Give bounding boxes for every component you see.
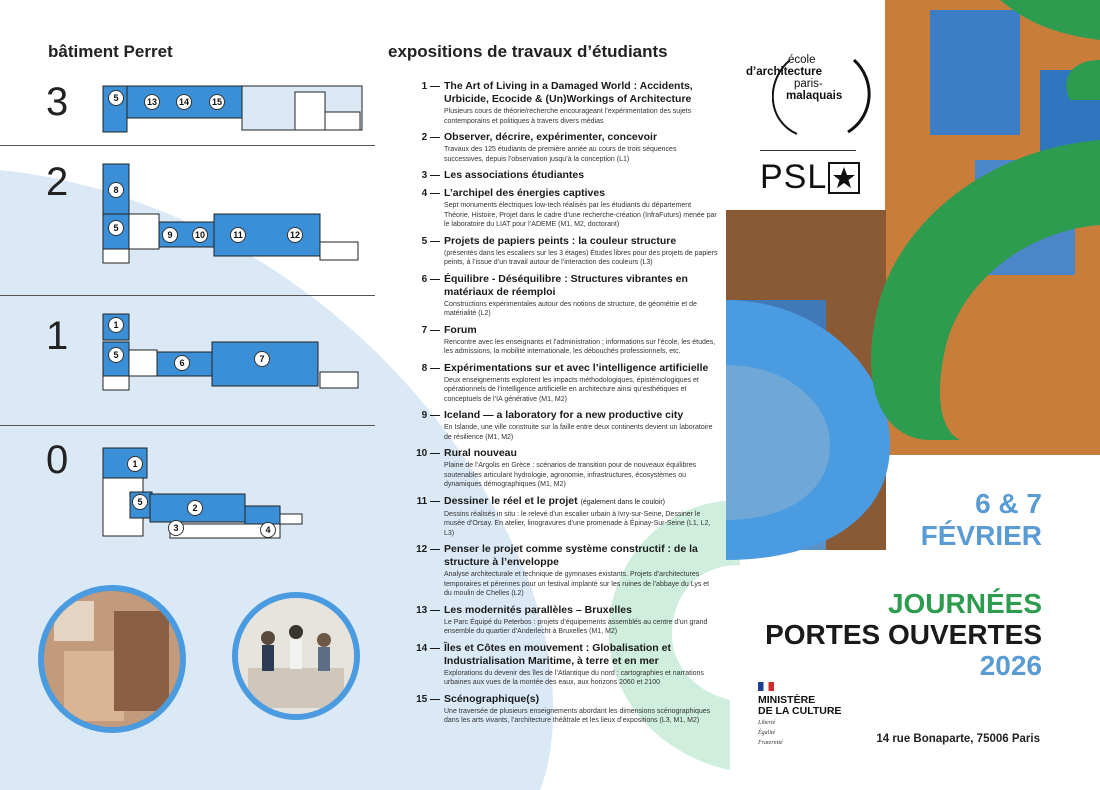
room-marker: 3 <box>168 520 184 536</box>
exhibition-item <box>400 447 718 490</box>
exhibition-number: 2 — <box>400 131 444 164</box>
floor-number: 2 <box>46 160 69 204</box>
exhibition-title: Penser le projet comme système constructif : de la structure à l’enveloppe <box>444 543 698 568</box>
building-title: bâtiment Perret <box>48 42 173 61</box>
room-marker: 10 <box>192 227 208 243</box>
exhibition-description: Une traversée de plusieurs enseignements abordant les dimensions scénographiques dans les arts vivants, l’architecture théâtrale et les lieux d’expositions (L3, M1, M2) <box>444 707 711 724</box>
exhibition-number: 4 — <box>400 187 444 230</box>
exhibitions-title: expositions de travaux d’étudiants <box>388 42 668 61</box>
exhibition-description: Plaine de l’Argolis en Grèce : scénarios de transition pour de nouveaux équilibres soutenables articulant hydrologie, agronomie, infrastructures, écosystèmes ou dynamiques démographiques (M1, M2) <box>444 462 697 488</box>
exhibition-description: Deux enseignements explorent les impacts méthodologiques, épistémologiques et opérationnels de l’intelligence artificielle en architecture ainsi qu’esthétiques et conceptuels de l’IA générative (M1, M2) <box>444 376 699 403</box>
ministry-motto: Égalité <box>758 730 776 736</box>
room-marker: 15 <box>209 94 225 110</box>
exhibition-description: Dessins réalisés in situ : le relevé d’un escalier urbain à Ivry-sur-Seine, Dessiner le musée d’Orsay. En atelier, linogravures d’une promenade à Épinay-Sur-Seine (L1, L2, L3) <box>444 510 711 537</box>
exhibition-description: Plusieurs cours de théorie/recherche encourageant l’expérimentation des sujets contemporains et politiques à travers divers médias <box>444 108 692 125</box>
room-marker: 5 <box>108 220 124 236</box>
floor-divider <box>0 425 375 426</box>
floor-divider <box>0 145 375 146</box>
room-marker: 11 <box>230 227 246 243</box>
floor-number: 3 <box>46 80 69 124</box>
exhibition-number: 9 — <box>400 409 444 442</box>
floor-plan-1 <box>100 312 365 392</box>
exhibition-description: (présentés dans les escaliers sur les 3 étages) Études libres pour des projets de papiers peints, à l’issue d’un travail autour de l’interaction des couleurs (L3) <box>444 249 718 266</box>
ministry-name: MINISTÈRE <box>758 694 816 706</box>
exhibition-item <box>400 131 718 164</box>
room-marker: 9 <box>162 227 178 243</box>
room-marker: 8 <box>108 182 124 198</box>
exhibition-number: 3 — <box>400 169 444 182</box>
room-marker: 1 <box>108 317 124 333</box>
room-marker: 14 <box>176 94 192 110</box>
logo-line: d’architecture <box>746 66 823 78</box>
logo-line: école <box>788 54 816 66</box>
floor-plan-3 <box>100 82 365 134</box>
exhibition-title <box>444 495 718 509</box>
exhibition-number: 11 — <box>400 495 444 539</box>
exhibition-title: Équilibre - Déséquilibre : Structures vibrantes en matériaux de réemploi <box>444 272 688 298</box>
exhibition-description: Analyse architecturale et technique de gymnases existants. Projets d’architectures temporaires et pérennes pour un festival implanté sur les ruines de l’abbaye du Lys et du moulin de Chelles (L2) <box>444 571 710 597</box>
event-date-month: FÉVRIER <box>920 520 1042 551</box>
event-dates <box>921 488 1042 552</box>
event-headline <box>765 588 1042 681</box>
room-marker: 5 <box>108 90 124 106</box>
exhibitions-list <box>400 80 718 731</box>
exhibition-item <box>400 543 718 599</box>
exhibition-item <box>400 409 718 442</box>
exhibition-description: Travaux des 125 étudiants de première année au cours de trois séquences successives, depuis l’observation jusqu’à la conception (L1) <box>444 146 677 163</box>
ministry-motto: Fraternité <box>758 740 783 746</box>
exhibition-title: Scénographique(s) <box>444 692 540 705</box>
exhibition-title: Rural nouveau <box>444 447 517 459</box>
exhibition-title: Observer, décrire, expérimenter, concevoir <box>444 131 658 143</box>
exhibition-title: L’archipel des énergies captives <box>444 187 606 199</box>
floor-plan-2 <box>100 162 365 266</box>
ministry-name: DE LA CULTURE <box>758 705 842 717</box>
exhibition-number: 5 — <box>400 235 444 268</box>
floor-divider <box>0 295 375 296</box>
exhibition-description: Rencontre avec les enseignants et l’administration ; informations sur l’école, les études, les admissions, la mobilité internationale, les débouchés professionnels, etc. <box>444 338 716 355</box>
exhibition-item <box>400 642 718 688</box>
exhibition-item <box>400 187 718 230</box>
exhibition-number: 7 — <box>400 324 444 357</box>
exhibition-description: Constructions expérimentales autour des notions de structure, de géométrie et de matérialité (L2) <box>444 300 697 317</box>
exhibition-title: Expérimentations sur et avec l’intelligence artificielle <box>444 361 709 374</box>
exhibition-title: Forum <box>444 323 477 336</box>
exhibition-description: Le Parc Équipé du Peterbos : projets d’équipements assemblés au centre d’un grand ensemble du quartier d’Anderlecht à Bruxelles (M1, M2) <box>444 618 708 635</box>
headline-year: 2026 <box>979 650 1042 681</box>
star-icon <box>828 162 860 194</box>
room-marker: 2 <box>187 500 203 516</box>
photo-workshop <box>38 585 186 733</box>
exhibition-title: The Art of Living in a Damaged World : Accidents, Urbicide, Ecocide & (Un)Workings of Architecture <box>444 80 693 105</box>
exhibition-number: 14 — <box>400 642 444 688</box>
exhibition-description: En Islande, une ville construite sur la faille entre deux continents devient un laboratoire de résilience (M1, M2) <box>444 424 713 441</box>
exhibition-note: (également dans le couloir) <box>580 498 666 506</box>
flag-icon <box>758 682 774 691</box>
room-marker: 6 <box>174 355 190 371</box>
room-marker: 7 <box>254 351 270 367</box>
school-logo <box>742 50 872 140</box>
exhibition-item <box>400 235 718 268</box>
room-marker: 5 <box>132 494 148 510</box>
ministry-logo <box>758 682 868 747</box>
exhibition-item <box>400 693 718 726</box>
exhibition-title: Projets de papiers peints : la couleur structure <box>444 234 677 247</box>
event-address: 14 rue Bonaparte, 75006 Paris <box>876 733 1040 745</box>
exhibition-title: Îles et Côtes en mouvement : Globalisation et Industrialisation Maritime, à terre et en mer <box>444 641 671 667</box>
exhibition-item <box>400 324 718 357</box>
room-marker: 1 <box>127 456 143 472</box>
logo-divider <box>760 150 856 151</box>
exhibition-description: Sept monuments électriques low-tech réalisés par les étudiants du département Théorie, Histoire, Projet dans le cadre d’une recherche-création (InfraFuturs) menée par le laboratoire du LIAT pour l’ADEME (M1, M2, doctorant) <box>444 202 717 228</box>
room-marker: 12 <box>287 227 303 243</box>
exhibition-item <box>400 80 718 126</box>
exhibition-title: Les modernités parallèles – Bruxelles <box>444 603 632 616</box>
room-marker: 4 <box>260 522 276 538</box>
exhibition-item <box>400 169 718 182</box>
exhibition-title: Iceland — a laboratory for a new productive city <box>444 409 684 421</box>
room-marker: 13 <box>144 94 160 110</box>
photo-students <box>232 592 360 720</box>
ministry-motto: Liberté <box>758 720 776 726</box>
exhibition-number: 13 — <box>400 604 444 637</box>
floor-number: 1 <box>46 314 69 358</box>
exhibition-number: 10 — <box>400 447 444 490</box>
headline-line: JOURNÉES <box>887 588 1042 619</box>
exhibition-item <box>400 495 718 539</box>
floor-number: 0 <box>46 438 69 482</box>
exhibition-number: 8 — <box>400 362 444 405</box>
exhibition-number: 1 — <box>400 80 444 126</box>
logo-line: malaquais <box>786 90 843 102</box>
exhibition-number: 12 — <box>400 543 444 599</box>
psl-logo: PSL <box>760 158 828 196</box>
exhibition-item <box>400 362 718 405</box>
exhibition-title: Les associations étudiantes <box>444 169 585 181</box>
exhibition-item <box>400 273 718 319</box>
logo-line: paris- <box>794 78 823 90</box>
exhibition-title-text: Dessiner le réel et le projet <box>444 494 578 507</box>
headline-line: PORTES OUVERTES <box>765 619 1042 650</box>
event-date-days: 6 & 7 <box>975 488 1042 519</box>
room-marker: 5 <box>108 347 124 363</box>
exhibition-item <box>400 604 718 637</box>
exhibition-number: 15 — <box>400 693 444 726</box>
exhibition-number: 6 — <box>400 273 444 319</box>
exhibition-description: Explorations du devenir des îles de l’Atlantique du nord : cartographies et narrations urbaines aux vues de la montée des eaux, aux horizons 2060 et 2100 <box>444 669 704 686</box>
